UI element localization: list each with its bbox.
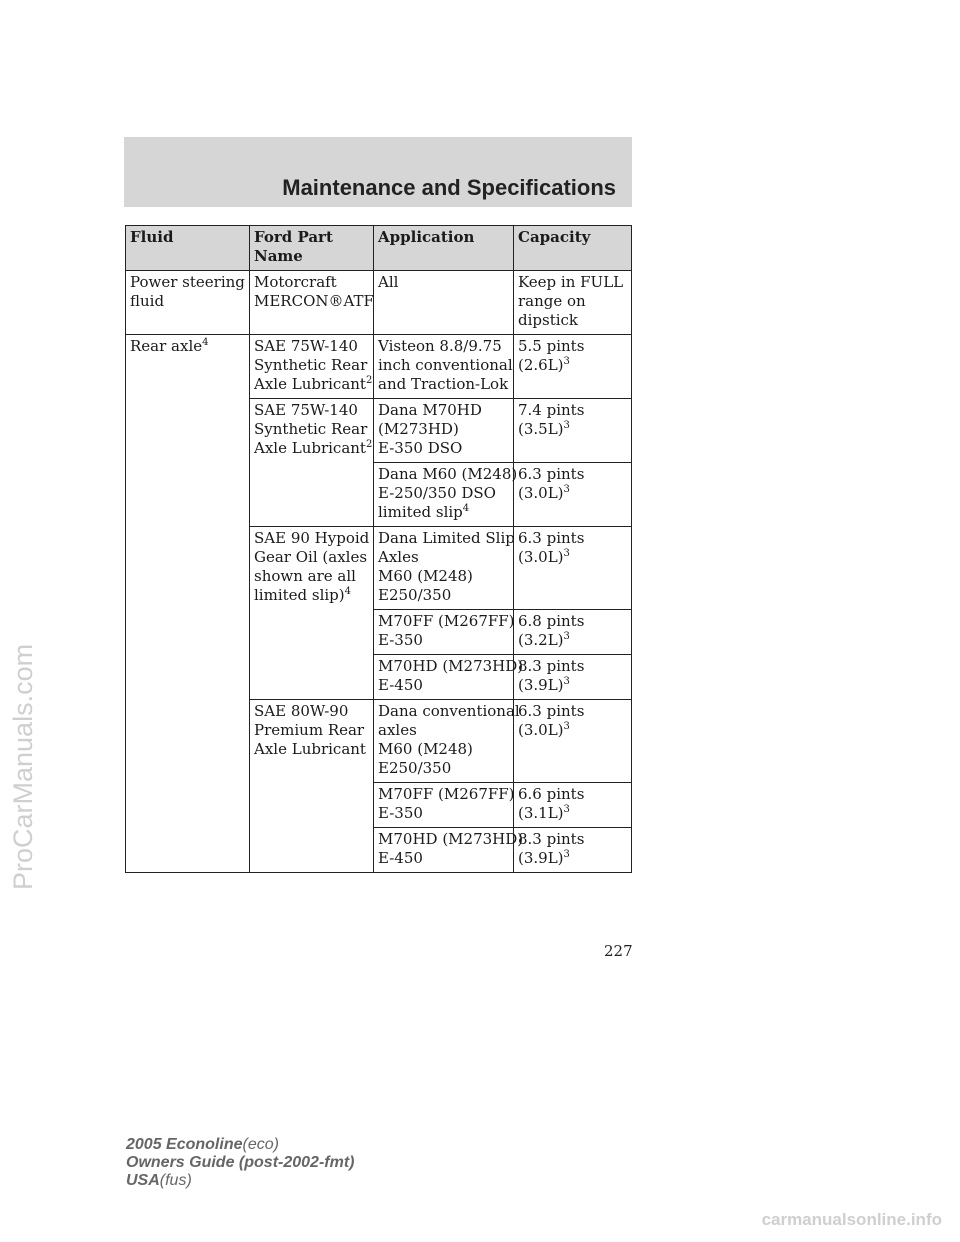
application-cell: Dana M70HD (M273HD) E-350 DSO xyxy=(374,399,514,463)
watermark-left: ProCarManuals.com xyxy=(8,643,38,890)
footer-model-code: (eco) xyxy=(242,1136,279,1153)
part-name-cell: SAE 75W-140 Synthetic Rear Axle Lubricant$^2$ xyxy=(250,399,374,527)
section-header-band xyxy=(124,137,632,207)
capacity-cell: 7.4 pints $(3.5L)^3$ xyxy=(514,399,632,463)
footer-market: USA xyxy=(126,1172,160,1189)
capacity-cell: 8.3 pints $(3.9L)^3$ xyxy=(514,655,632,700)
header-ford-part-name: Ford Part Name xyxy=(250,226,374,271)
table-row xyxy=(126,271,632,335)
table-row xyxy=(126,335,632,399)
capacity-cell: 6.8 pints $(3.2L)^3$ xyxy=(514,610,632,655)
application-cell: M70HD (M273HD) E-450 xyxy=(374,655,514,700)
capacity-cell: 8.3 pints $(3.9L)^3$ xyxy=(514,828,632,873)
fluid-capacity-table xyxy=(125,225,632,873)
footer-market-code: (fus) xyxy=(159,1172,192,1189)
application-cell: All xyxy=(374,271,514,335)
section-title: Maintenance and Specifications xyxy=(282,175,616,200)
capacity-cell: Keep in FULL range on dipstick xyxy=(514,271,632,335)
part-name-cell: SAE 80W-90 Premium Rear Axle Lubricant xyxy=(250,700,374,873)
fluid-cell: Power steering fluid xyxy=(126,271,250,335)
capacity-cell: 5.5 pints $(2.6L)^3$ xyxy=(514,335,632,399)
footer-model: 2005 Econoline xyxy=(126,1136,243,1153)
capacity-cell: 6.3 pints $(3.0L)^3$ xyxy=(514,700,632,783)
application-cell: Dana M60 (M248) E-250/350 DSO limited slip$^4$ xyxy=(374,463,514,527)
application-cell: Visteon 8.8/9.75 inch conventional and Traction-Lok xyxy=(374,335,514,399)
page-number: 227 xyxy=(604,942,633,960)
table-header-row xyxy=(126,226,632,271)
application-cell: M70FF (M267FF) E-350 xyxy=(374,610,514,655)
watermark-bottom: carmanualsonline.info xyxy=(761,1210,942,1229)
part-name-cell: SAE 90 Hypoid Gear Oil (axles shown are all limited slip)$^4$ xyxy=(250,527,374,700)
fluid-cell-rear-axle: Rear axle$^4$ xyxy=(126,335,250,873)
capacity-cell: 6.6 pints $(3.1L)^3$ xyxy=(514,783,632,828)
part-name-cell: Motorcraft MERCON®ATF xyxy=(250,271,374,335)
part-name-cell: SAE 75W-140 Synthetic Rear Axle Lubricant$^2$ xyxy=(250,335,374,399)
application-cell: Dana Limited Slip Axles M60 (M248) E250/350 xyxy=(374,527,514,610)
application-cell: M70FF (M267FF) E-350 xyxy=(374,783,514,828)
capacity-cell: 6.3 pints $(3.0L)^3$ xyxy=(514,463,632,527)
header-fluid: Fluid xyxy=(126,226,250,271)
footer-guide: Owners Guide (post-2002-fmt) xyxy=(126,1154,355,1171)
header-application: Application xyxy=(374,226,514,271)
header-capacity: Capacity xyxy=(514,226,632,271)
capacity-cell: 6.3 pints $(3.0L)^3$ xyxy=(514,527,632,610)
application-cell: M70HD (M273HD) E-450 xyxy=(374,828,514,873)
document-footer xyxy=(126,1136,354,1190)
application-cell: Dana conventional axles M60 (M248) E250/350 xyxy=(374,700,514,783)
